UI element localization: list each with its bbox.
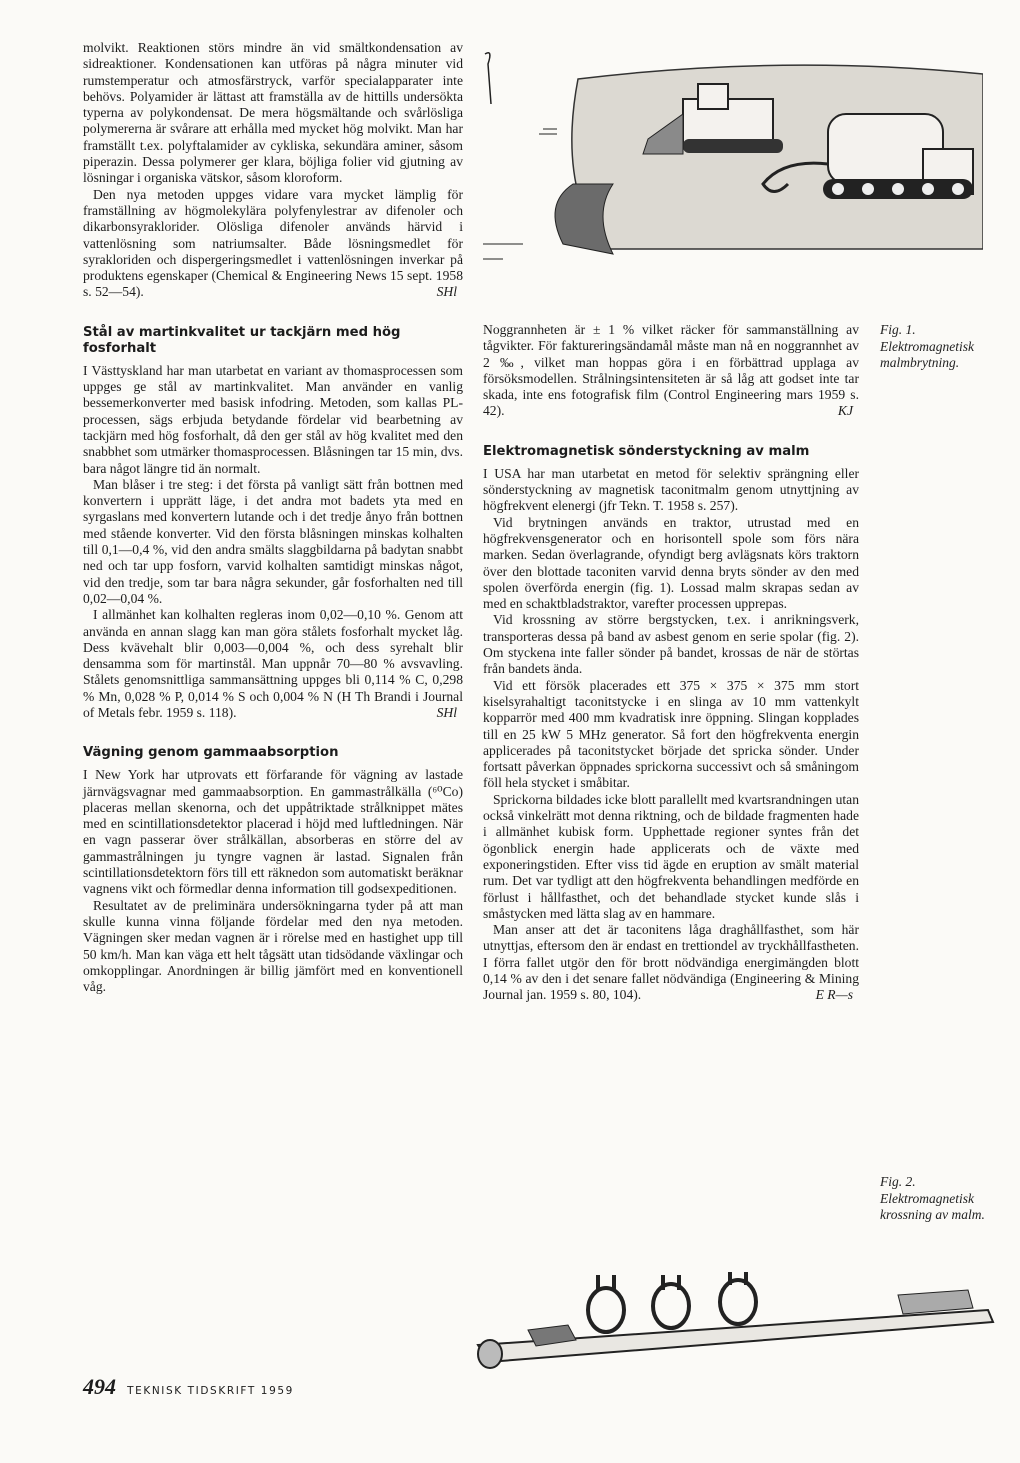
- page-number: 494: [83, 1374, 116, 1399]
- paragraph: Man anser att det är taconitens låga draghållfasthet, som här utnyttjas, eftersom den är endast en trettiondel av tryckhållfastheten. I förra fallet utgör den för brott nödvändiga energimängden blott 0,14 % av den i det senare fallet nödvändiga (Engineering & Mining Journal jan. 1959 s. 80, 104). E R—s: [483, 922, 859, 1003]
- article-steel: [83, 325, 463, 722]
- author-signature: SHl: [436, 284, 457, 300]
- paragraph: Noggrannheten är ± 1 % vilket räcker för sammanställning av tågvikter. För faktureringsändamål måste man nå en noggrannhet av 2 ‰, vilket man hoppas göra i en förbättrad upplaga av försöksmodellen. Strålningsintensiteten är så låg att godset inte tar skada, inte ens fotografisk film (Control Engineering mars 1959 s. 42). KJ: [483, 322, 859, 419]
- right-column: [483, 322, 859, 1004]
- article-electromagnetic: [483, 444, 859, 1004]
- paragraph: Resultatet av de preliminära undersökningarna tyder på att man skulle kunna vinna följande fördelar med den nya metoden. Vägningen sker medan vagnen är i rörelse med en hastighet upp till 50 km/h. Man kan väga ett helt tågsätt utan tidsödande växlingar och omkopplingar. Anordningen är billig jämfört med en konventionell våg.: [83, 897, 463, 995]
- article-polyamide: [83, 40, 463, 301]
- paragraph: I Västtyskland har man utarbetat en variant av thomasprocessen som uppges ge stål av martinkvalitet. Man använder en vanlig bessemerkonverter med basisk infodring. Metoden, som kallas PL-processen, sägs erbjuda betydande fördelar vid bearbetning av tackjärn med hög fosforhalt, då den ger stål av hög kvalitet med den snabbhet som utmärker thomasprocessen. Blåsningen tar 15 min, dvs. bara något längre tid än normalt.: [83, 362, 463, 476]
- paragraph: I USA har man utarbetat en metod för selektiv sprängning eller sönderstyckning av magnetisk taconitmalm genom utnyttjning av högfrekvent elenergi (jfr Tekn. T. 1958 s. 257).: [483, 465, 859, 514]
- article-weighing-continued: [483, 322, 859, 420]
- article-heading: Elektromagnetisk sönderstyckning av malm: [483, 443, 810, 459]
- figure-1-caption: Fig. 1. Elektromagnetisk malmbrytning.: [880, 322, 974, 370]
- author-signature: SHl: [436, 704, 457, 720]
- left-column: [83, 40, 463, 995]
- paragraph: I New York har utprovats ett förfarande för vägning av lastade järnvägsvagnar med gammaabsorption. En gammastrålkälla (⁶⁰Co) placeras mellan skenorna, och det uppåtriktade strålknippet mätes med en scintillationsdetektor placerad i höjd med luftledningen. När en vagn passerar över strålkällan, absorberas en större del av gammastrålningen ju tyngre vagnen är lastad. Signalen från scintillationsdetektorn förs till ett räknedon som automatiskt beräknar vagnens vikt och förmedlar denna information till godsexpeditionen.: [83, 767, 463, 897]
- paragraph: Vid krossning av större bergstycken, t.ex. i anrikningsverk, transporteras dessa på band av asbest genom en serie spolar (fig. 2). Om styckena inte faller sönder på bandet, krossas de när de störtas från bandets ända.: [483, 612, 859, 677]
- paragraph: molvikt. Reaktionen störs mindre än vid smältkondensation av sidreaktioner. Kondensationen kan utföras på några minuter vid rumstemperatur och atmosfärstryck, varför specialapparater inte behövs. Polyamider är lättast att framställa av de hittills undersökta typerna av polykondensat. De mera högsmältande och svårlösliga polymererna är svårare att erhålla med mycket hög molvikt. Man har framställt t.ex. polyftalamider av cykliska, sekundära aminer, såsom piperazin. Dessa polymerer ger klara, böjliga folier vid gjutning av lösningar i organiska vätskor, såsom kloroform.: [83, 40, 463, 186]
- figure-2-illustration: [468, 1270, 998, 1375]
- figure-2-caption: Fig. 2. Elektromagnetisk krossning av malm.: [880, 1174, 985, 1222]
- paragraph: Sprickorna bildades icke blott parallellt med kvartsrandningen utan också vinkelrätt mot denna riktning, och de bildade fragmenten hade i allmänhet kubisk form. Upphettade regioner syntes från det ögonblick energin hade applicerats och de växte med exponeringstiden. Efter viss tid ägde en eruption av smält material rum. Det var tydligt att den högfrekventa behandlingen medförde en förlust i hållfasthet, och det behandlade stycket kunde slås i småstycken med lätta slag av en hammare.: [483, 791, 859, 921]
- paragraph: Man blåser i tre steg: i det första på vanligt sätt från bottnen med konvertern i upprätt läge, i det andra mot badets yta med en syrgaslans med konvertern lutande och i det tredje ånyo från bottnen med stående konverter. Vid den första blåsningen minskas kolhalten till 0,1—0,4 %, vid den andra smälts slaggbildarna på badytan snabbt ned och tar upp fosforn, varvid kolhalten samtidigt minskas något, vid den tredje, som tar bara några sekunder, går fosforhalten ned till 0,02—0,04 %.: [83, 476, 463, 606]
- figure-1-illustration: [483, 44, 983, 274]
- paragraph: Vid brytningen används en traktor, utrustad med en högfrekvensgenerator och en horisontell spole som förs nära marken. Sedan överlagrande, ofyndigt berg avlägsnats körs traktorn över den blottade taconiten varvid denna bryts sönder av den med spolen överförda energin (fig. 1). Lossad malm skrapas sedan av med en schaktbladstraktor, varefter processen upprepas.: [483, 514, 859, 612]
- article-heading: Stål av martinkvalitet ur tackjärn med hög fosforhalt: [83, 324, 401, 356]
- author-signature: KJ: [837, 403, 853, 419]
- page-footer: [83, 1374, 294, 1400]
- article-heading: Vägning genom gammaabsorption: [83, 745, 339, 761]
- journal-name: TEKNISK TIDSKRIFT 1959: [127, 1385, 294, 1397]
- paragraph: Den nya metoden uppges vidare vara mycket lämplig för framställning av högmolekylära polyfenylestrar av difenoler och dikarbonsyraklorider. Olösliga difenoler används härvid i vattenlösning som natriumsalter. Både lösningsmedlet för syrakloriden och dispergeringsmedlet i vattenlösningen inverkar på produktens egenskaper (Chemical & Engineering News 15 sept. 1958 s. 52—54). SHl: [83, 186, 463, 300]
- article-weighing: [83, 745, 463, 995]
- paragraph: I allmänhet kan kolhalten regleras inom 0,02—0,10 %. Genom att använda en annan slagg kan man göra stålets fosforhalt mycket låg. Dess kvävehalt blir 0,003—0,004 %, och dess syrehalt blir densamma som för martinstål. Man uppnår 70—80 % avsvavling. Stålets genomsnittliga sammansättning uppges bli 0,114 % C, 0,298 % Mn, 0,028 % P, 0,014 % S och 0,004 % N (H Th Brandi i Journal of Metals febr. 1959 s. 118). SHl: [83, 607, 463, 720]
- paragraph: Vid ett försök placerades ett 375 × 375 × 375 mm stort kiselsyrahaltigt taconitstycke i en slinga av 10 mm vattenkylt kopparrör med 400 mm kvadratisk inre öppning. Slingan kopplades till en 25 kW 5 MHz generator. Så fort den högfrekventa energin applicerades på taconitstycket började det spricka sönder. Under fortsatt påverkan öppnades sprickorna successivt och så småningom föll hela stycket i småbitar.: [483, 677, 859, 791]
- author-signature: E R—s: [815, 987, 853, 1003]
